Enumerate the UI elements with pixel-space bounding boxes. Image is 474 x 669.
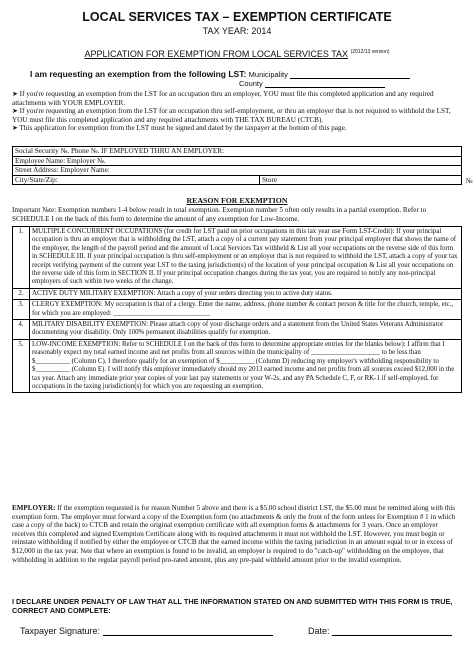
date-label: Date: (308, 626, 330, 636)
option-text: LOW-INCOME EXEMPTION: Refer to SCHEDULE I on the back of this form to determine appropriate entries for the blanks below): I affirm that I reasonably expect my total earned income and net profits from all sources within the municipality of ____________________ to be less than $__________ (Column C). I therefore qualify for an exemption of $__________ (Column D) reducing my employer's withholding responsibility to $__________ (Column E). I will notify this employer immediately should my 2013 earned income and net profits from all sources exceed $12,000 in the tax year. Attach any immediate prior year copies of your last pay statements or your W-2s, and any PA Schedule C, F, or RK-1 if self-employed, for occupations in the taxing jurisdiction(s) for which you are requesting an exemption. (30, 339, 462, 392)
date-field[interactable] (332, 625, 452, 636)
option-checkbox[interactable]: 2. (13, 288, 30, 299)
store-field[interactable]: Store (259, 175, 461, 185)
employee-name-field[interactable]: Employee Name: Employer №. (13, 156, 462, 166)
instructions-list (12, 90, 462, 133)
ssn-phone-field[interactable]: Social Security №. Phone №. IF EMPLOYED THRU AN EMPLOYER: (13, 147, 462, 157)
exemption-option (13, 320, 462, 340)
employer-instructions (12, 504, 462, 564)
option-text: ACTIVE DUTY MILITARY EXEMPTION: Attach a copy of your orders directing you to active duty status. (30, 288, 462, 299)
exemption-option (13, 227, 462, 289)
taxpayer-info-table (12, 146, 462, 185)
street-address-field[interactable]: Street Address: Employer Name: (13, 166, 462, 176)
signature-field[interactable] (103, 625, 273, 636)
exemption-option (13, 300, 462, 320)
application-title: APPLICATION FOR EXEMPTION FROM LOCAL SERVICES TAX (84, 49, 349, 59)
version-note: (2012/13 version) (350, 49, 390, 55)
option-checkbox[interactable]: 5. (13, 339, 30, 392)
instruction-item: ➤ If you're requesting an exemption from the LST for an occupation thru self-employment, or thru an employer that is not required to withhold the LST, YOU must file this completed application and any required attachments with THE TAX BUREAU (CTCB). (12, 107, 451, 124)
arrow-icon: ➤ (12, 90, 18, 98)
employer-label: EMPLOYER: (12, 504, 56, 512)
county-label: County (239, 79, 263, 88)
lst-request-line (30, 69, 410, 79)
signature-label: Taxpayer Signature: (20, 626, 101, 636)
signature-line (20, 625, 273, 636)
option-checkbox[interactable]: 1. (13, 227, 30, 289)
exemption-options-table (12, 226, 462, 393)
municipality-label: Municipality (248, 70, 288, 79)
county-line (239, 79, 385, 88)
application-header (0, 49, 474, 59)
option-checkbox[interactable]: 4. (13, 320, 30, 340)
option-checkbox[interactable]: 3. (13, 300, 30, 320)
reason-title: REASON FOR EXEMPTION (186, 196, 288, 205)
important-note: Important №te: Exemption numbers 1-4 below result in total exemption. Exemption number 5 often only results in a partial exemption. Refer to SCHEDULE I on the back of this form to determine the amount of any exemption for Low-Income. (12, 206, 427, 223)
form-title: LOCAL SERVICES TAX – EXEMPTION CERTIFICATE (82, 10, 392, 24)
county-field[interactable] (265, 79, 385, 88)
arrow-icon: ➤ (12, 124, 18, 133)
option-text: CLERGY EXEMPTION: My occupation is that of a clergy. Enter the name, address, phone number & contact person & title for the church, temple, etc., for which you are employed: ____________________________ (30, 300, 462, 320)
arrow-icon: ➤ (12, 107, 18, 116)
store-number-mark: № (466, 177, 473, 185)
request-lead: I am requesting an exemption from the following LST: (30, 69, 247, 79)
tax-year: TAX YEAR: 2014 (202, 26, 272, 36)
instruction-item: ➤ If you're requesting an exemption from the LST for an occupation thru an employer, YOU must file this completed application and any required attachments with YOUR EMPLOYER. (12, 90, 434, 107)
employer-text: If the exemption requested is for reason Number 5 above and there is a $5.00 school district LST, the $5.00 must be remitted along with this exemption form. The employer must forward a copy of the Exemption form (no attachments & only the front of the form unless for Exemption # 1 in which case a copy of the back) to CTCB and retain the original exemption certificate with all exemption forms & attachments for 3 years. Once an employer receives this completed and signed Exemption Certificate along with its required attachments it must not withhold the LST. However, you must begin or reinstate withholding if notified by either the employee or CTCB that the earned income within the taxing jurisdiction in an amount equal to or in excess of $12,000 in the tax year. №te that where an exemption is found to be invalid, an employer is required to do "catch-up" withholding on the employee, that withholding in addition to the regular payroll period pro-rated amount, plus any pre-paid withheld amount prior to the invalid exemption. (12, 504, 456, 564)
date-line (308, 625, 452, 636)
city-state-zip-field[interactable]: City/State/Zip: (13, 175, 260, 185)
exemption-option (13, 288, 462, 299)
option-text: MULTIPLE CONCURRENT OCCUPATIONS (for credit for LST paid on prior occupations in this tax year use Form LST-Credit): If your principal occupation is thru an employer that is withholding the LST, attach a copy of a current pay statement from your principal employer that shows the name of the employer, the length of the payroll period and the amount of Local Services Tax withheld & List all your occupations on the reverse side of this form in SCHEDULE III. If your principal occupation is thru self-employment or an employer that is not required to withhold the LST, attach a copy of your tax receipt verifying payment of the current year LST to the taxing jurisdiction(s) of the location of your principal occupation & List all your occupations on the reverse side of this form in SECTION II. If your principal occupation changes during the tax year, you are required to notify any non-principal employers of such within two weeks of the change. (30, 227, 462, 289)
municipality-field[interactable] (290, 70, 410, 79)
declaration: I DECLARE UNDER PENALTY OF LAW THAT ALL THE INFORMATION STATED ON AND SUBMITTED WITH THIS FORM IS TRUE, CORRECT AND COMPLETE: (12, 597, 453, 615)
instruction-item: ➤ This application for exemption from the LST must be signed and dated by the taxpayer at the bottom of this page. (12, 124, 347, 133)
exemption-option (13, 339, 462, 392)
option-text: MILITARY DISABILITY EXEMPTION: Please attach copy of your discharge orders and a statement from the United States Veterans Administrator documenting your disability. Only 100% permanent disabilities qualify for exemption. (30, 320, 462, 340)
